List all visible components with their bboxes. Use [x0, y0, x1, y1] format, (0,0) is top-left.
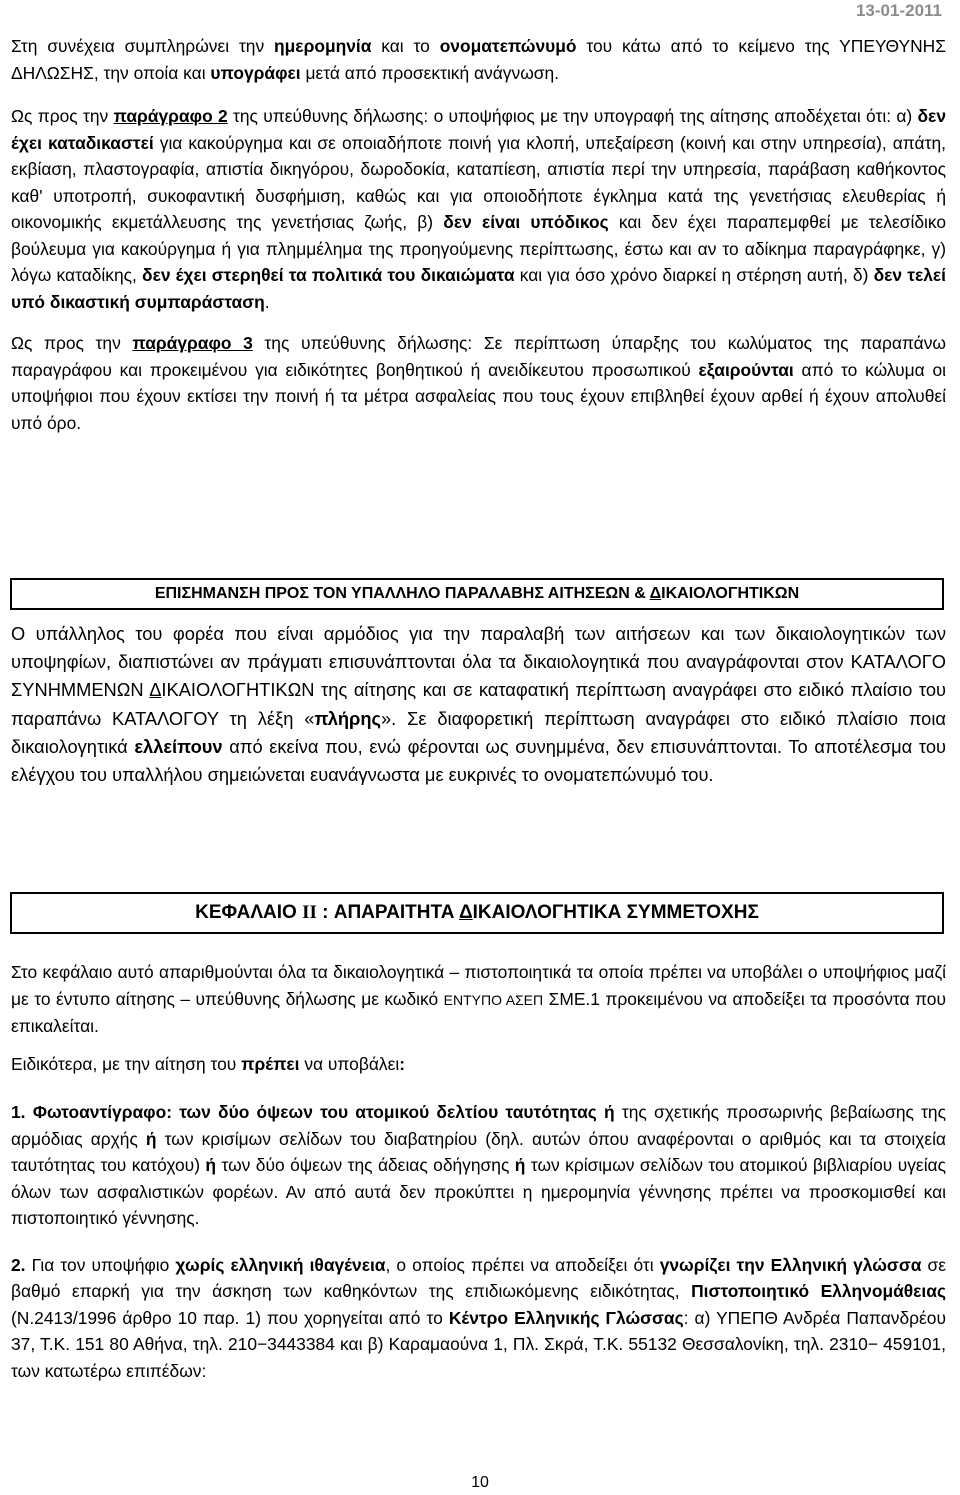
chapter-intro-paragraph: Στο κεφάλαιο αυτό απαριθμούνται όλα τα δικαιολογητικά – πιστοποιητικά τα οποία πρέπει να υποβάλει ο υποψήφιος μαζί με το έντυπο αίτησης – υπεύθυνης δήλωσης με κωδικό ΕΝΤΥΠΟ ΑΣΕΠ ΣΜΕ.1 προκειμένου να αποδείξει τα προσόντα που επικαλείται.	[11, 962, 946, 1036]
page-number: 10	[471, 1474, 489, 1491]
notice-paragraph: Ο υπάλληλος του φορέα που είναι αρμόδιος για την παραλαβή των αιτήσεων και των δικαιολογητικών των υποψηφίων, διαπιστώνει αν πράγματι επισυνάπτονται όλα τα δικαιολογητικά που αναγράφονται στον ΚΑΤΑΛΟΓΟ ΣΥΝΗΜΜΕΝΩΝ ΔΙΚΑΙΟΛΟΓΗΤΙΚΩΝ της αίτησης και σε καταφατική περίπτωση αναγράφει στο ειδικό πλαίσιο του παραπάνω ΚΑΤΑΛΟΓΟΥ τη λέξη «πλήρης». Σε διαφορετική περίπτωση αναγράφει στο ειδικό πλαίσιο ποια δικαιολογητικά ελλείπουν από εκείνα που, ενώ φέρονται ως συνημμένα, δεν επισυνάπτονται. Το αποτέλεσμα του ελέγχου του υπαλλήλου σημειώνεται ευανάγνωστα με ευκρινές το ονοματεπώνυμό του.	[11, 623, 946, 786]
paragraph-3-explanation: Ως προς την παράγραφο 3 της υπεύθυνης δήλωσης: Σε περίπτωση ύπαρξης του κωλύματος της παραπάνω παραγράφου και προκειμένου για ειδικότητες βοηθητικού ή ανειδίκευτου προσωπικού εξαιρούνται από το κώλυμα οι υποψήφιοι που έχουν εκτίσει την ποινή ή τα μέτρα ασφαλείας που τους έχουν επιβληθεί έχουν αρθεί ή έχουν απολυθεί υπό όρο.	[11, 333, 946, 433]
list-item-2: 2. Για τον υποψήφιο χωρίς ελληνική ιθαγένεια, ο οποίος πρέπει να αποδείξει ότι γνωρίζει την Ελληνική γλώσσα σε βαθμό επαρκή για την άσκηση των καθηκόντων της επιδιωκόμενης ειδικότητας, Πιστοποιητικό Ελληνομάθειας (Ν.2413/1996 άρθρο 10 παρ. 1) που χορηγείται από το Κέντρο Ελληνικής Γλώσσας: α) ΥΠΕΠΘ Ανδρέα Παπανδρέου 37, Τ.Κ. 151 80 Αθήνα, τηλ. 210−3443384 και β) Καραμαούνα 1, Πλ. Σκρά, Τ.Κ. 55132 Θεσσαλονίκη, τηλ. 2310− 459101, των κατωτέρω επιπέδων:	[11, 1254, 946, 1381]
header-date: 13-01-2011	[855, 1, 942, 20]
specifics-line: Ειδικότερα, με την αίτηση του πρέπει να υποβάλει:	[11, 1053, 405, 1074]
body-upper	[11, 33, 946, 436]
list-item-1: 1. Φωτοαντίγραφο: των δύο όψεων του ατομικού δελτίου ταυτότητας ή της σχετικής προσωρινής βεβαίωσης της αρμόδιας αρχής ή των κρισίμων σελίδων του διαβατηρίου (δηλ. αυτών όπου αναφέρονται ο αριθμός και τα στοιχεία ταυτότητας του κατόχου) ή των δύο όψεων της άδειας οδήγησης ή των κρίσιμων σελίδων του ατομικού βιβλιαρίου υγείας όλων των ασφαλιστικών φορέων. Αν από αυτά δεν προκύπτει η ημερομηνία γέννησης πρέπει να προσκομισθεί και πιστοποιητικό γέννησης.	[11, 1102, 946, 1228]
chapter-heading-box: ΚΕΦΑΛΑΙΟ II : ΑΠΑΡΑΙΤΗΤΑ ΔΙΚΑΙΟΛΟΓΗΤΙΚΑ ΣΥΜΜΕΤΟΧΗΣ	[10, 892, 944, 934]
paragraph-2-explanation: Ως προς την παράγραφο 2 της υπεύθυνης δήλωσης: ο υποψήφιος με την υπογραφή της αίτησης αποδέχεται ότι: α) δεν έχει καταδικαστεί για κακούργημα και σε οποιαδήποτε ποινή για κλοπή, υπεξαίρεση (κοινή και στην υπηρεσία), απάτη, εκβίαση, πλαστογραφία, απιστία δικηγόρου, δωροδοκία, καταπίεση, απιστία περί την υπηρεσία, παράβαση καθήκοντος καθ' υποτροπή, συκοφαντική δυσφήμιση, καθώς και για οποιοδήποτε έγκλημα κατά της γενετήσιας ελευθερίας ή οικονομικής εκμετάλλευσης της γενετήσιας ζωής, β) δεν είναι υπόδικος και δεν έχει παραπεμφθεί με τελεσίδικο βούλευμα για κακούργημα ή για πλημμέλημα της προηγούμενης περίπτωσης, έστω και αν το αδίκημα παραγράφηκε, γ) λόγω καταδίκης, δεν έχει στερηθεί τα πολιτικά του δικαιώματα και για όσο χρόνο διαρκεί η στέρηση αυτή, δ) δεν τελεί υπό δικαστική συμπαράσταση.	[11, 106, 947, 312]
chapter-body	[11, 959, 946, 1384]
notice-body	[11, 620, 946, 789]
intro-paragraph: Στη συνέχεια συμπληρώνει την ημερομηνία και το ονοματεπώνυμό του κάτω από το κείμενο της ΥΠΕΥΘΥΝΗΣ ΔΗΛΩΣΗΣ, την οποία και υπογράφει μετά από προσεκτική ανάγνωση.	[11, 36, 946, 83]
notice-heading-box: ΕΠΙΣΗΜΑΝΣΗ ΠΡΟΣ ΤΟΝ ΥΠΑΛΛΗΛΟ ΠΑΡΑΛΑΒΗΣ ΑΙΤΗΣΕΩΝ & ΔΙΚΑΙΟΛΟΓΗΤΙΚΩΝ	[10, 578, 944, 610]
